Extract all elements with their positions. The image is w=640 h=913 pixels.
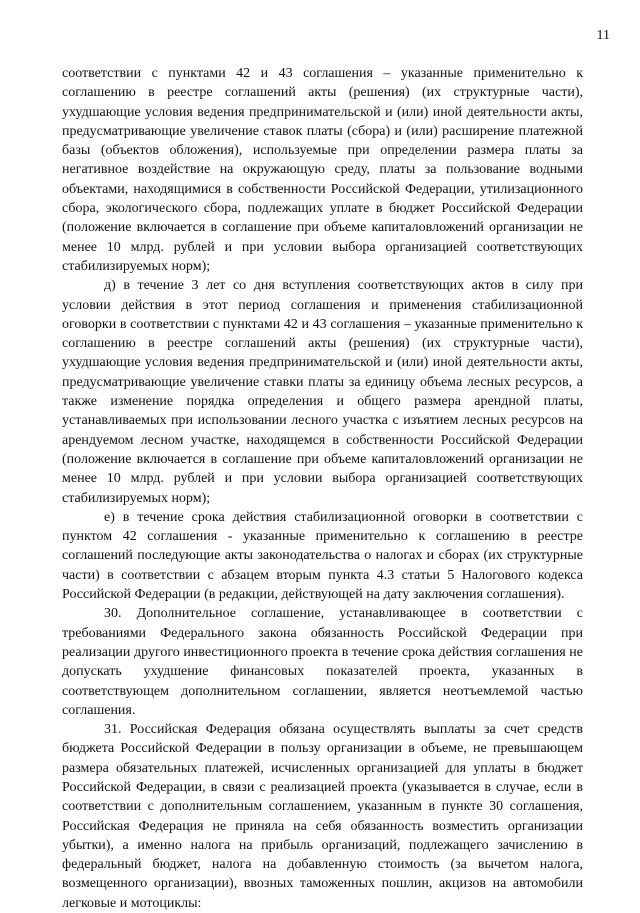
paragraph-clause-31: 31. Российская Федерация обязана осуществлять выплаты за счет средств бюджета Российской Федерации в пользу организации в объеме, не превышающем размера обязательных платежей, исчисленных организацией для уплаты в бюджет Российской Федерации, в связи с реализацией проекта (указывается в случае, если в соответствии с дополнительным соглашением, указанным в пункте 30 соглашения, Российская Федерация не приняла на себя обязанность возместить организации убытки), а именно налога на прибыль организаций, подлежащего зачислению в федеральный бюджет, налога на добавленную стоимость (за вычетом налога, возмещенного организации), ввозных таможенных пошлин, акцизов на автомобили легковые и мотоциклы:: [62, 722, 583, 911]
paragraph-item-d: д) в течение 3 лет со дня вступления соответствующих актов в силу при условии действия в этот период соглашения и применения стабилизационной оговорки в соответствии с пунктами 42 и 43 соглашения – указанные применительно к соглашению в реестре соглашений акты (решения) (их структурные части), ухудшающие условия ведения предпринимательской и (или) иной деятельности акты, предусматривающие увеличение ставки платы за единицу объема лесных ресурсов, а также изменение порядка определения и общего размера арендной платы, устанавливаемых при использовании лесного участка с изъятием лесных ресурсов на арендуемом лесном участке, находящемся в собственности Российской Федерации (положение включается в соглашение при объеме капиталовложений организации не менее 10 млрд. рублей и при условии выбора организацией соответствующих стабилизируемых норм);: [62, 278, 583, 506]
paragraph-continuation: соответствии с пунктами 42 и 43 соглашения – указанные применительно к соглашению в реестре соглашений акты (решения) (их структурные части), ухудшающие условия ведения предпринимательской и (или) иной деятельности акты, предусматривающие увеличение ставок платы (сбора) и (или) расширение платежной базы (объектов обложения), используемые при определении размера платы за негативное воздействие на окружающую среду, платы за пользование водными объектами, находящимися в собственности Российской Федерации, утилизационного сбора, экологического сбора, подлежащих уплате в бюджет Российской Федерации (положение включается в соглашение при объеме капиталовложений организации не менее 10 млрд. рублей и при условии выбора организацией соответствующих стабилизируемых норм);: [62, 66, 583, 274]
paragraph-item-e: е) в течение срока действия стабилизационной оговорки в соответствии с пунктом 42 соглашения - указанные применительно к соглашению в реестре соглашений последующие акты законодательства о налогах и сборах (их структурные части) в соответствии с абзацем вторым пункта 4.3 статьи 5 Налогового кодекса Российской Федерации (в редакции, действующей на дату заключения соглашения).: [62, 509, 583, 603]
paragraph-clause-30: 30. Дополнительное соглашение, устанавливающее в соответствии с требованиями Федерального закона обязанность Российской Федерации при реализации другого инвестиционного проекта в течение срока действия соглашения не допускать ухудшение финансовых показателей проекта, указанных в соответствующем дополнительном соглашении, является неотъемлемой частью соглашения.: [62, 606, 583, 718]
page-number: 11: [596, 28, 610, 43]
document-body: [62, 64, 583, 913]
